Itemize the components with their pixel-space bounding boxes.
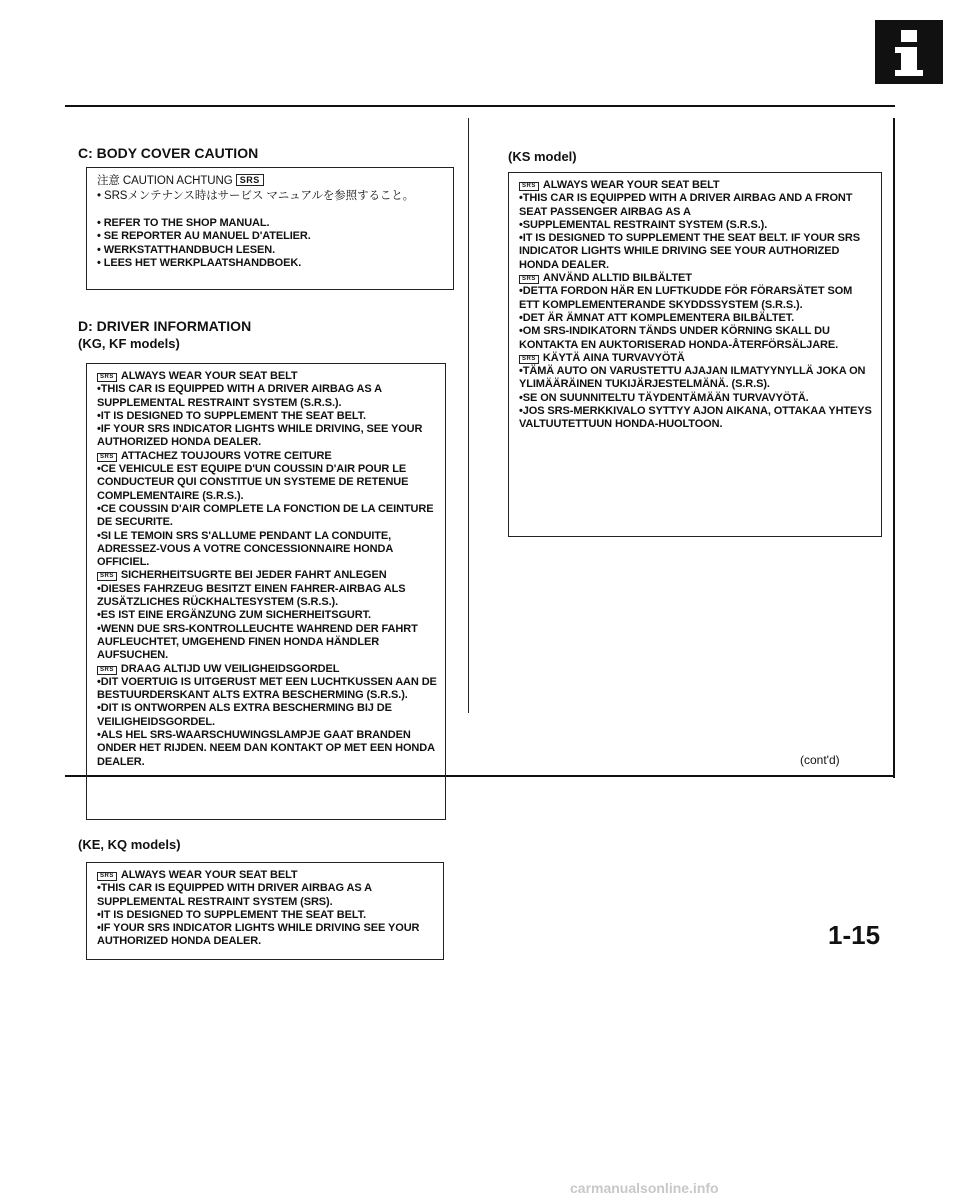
srs-badge: SRS [97,872,117,881]
srs-badge: SRS [236,174,264,186]
section-ke-title: (KE, KQ models) [78,837,181,852]
srs-badge: SRS [97,373,117,382]
caution-line: • REFER TO THE SHOP MANUAL. [97,217,270,229]
srs-badge: SRS [519,182,539,191]
srs-badge: SRS [97,666,117,675]
label-line: • DETTA FORDON HÄR EN LUFTKUDDE FÖR FÖRARSÄTET SOM ETT KOMPLEMENTERANDE SKYDDSSYSTEM (S.R.S.). [519,285,873,312]
label-line: • IT IS DESIGNED TO SUPPLEMENT THE SEAT BELT. [97,909,435,922]
label-line: • DIT IS ONTWORPEN ALS EXTRA BESCHERMING BIJ DE VEILIGHEIDSGORDEL. [97,702,437,729]
label-line: • CE VEHICULE EST EQUIPE D'UN COUSSIN D'AIR POUR LE CONDUCTEUR QUI CONSTITUE UN SYSTEME DE RETENUE COMPLEMENTAIRE (S.R.S.). [97,463,437,503]
top-rule [65,105,895,107]
label-line: • JOS SRS-MERKKIVALO SYTTYY AJON AIKANA, OTTAKAA YHTEYS VALTUUTETTUUN HONDA-HUOLTOON. [519,405,873,432]
srs-badge: SRS [97,572,117,581]
label-line: • THIS CAR IS EQUIPPED WITH DRIVER AIRBAG AS A SUPPLEMENTAL RESTRAINT SYSTEM (SRS). [97,882,435,909]
right-rule [893,118,895,778]
info-icon [875,20,943,84]
label-heading-fi: KÄYTÄ AINA TURVAVYÖTÄ [542,351,685,364]
label-line: • IF YOUR SRS INDICATOR LIGHTS WHILE DRIVING, SEE YOUR AUTHORIZED HONDA DEALER. [97,423,437,450]
column-divider [468,118,469,713]
caution-label-box [86,167,454,290]
caution-line: • WERKSTATTHANDBUCH LESEN. [97,243,276,256]
label-line: • IF YOUR SRS INDICATOR LIGHTS WHILE DRIVING SEE YOUR AUTHORIZED HONDA DEALER. [97,922,435,949]
label-line: • THIS CAR IS EQUIPPED WITH A DRIVER AIRBAG AND A FRONT SEAT PASSENGER AIRBAG AS A [519,192,873,219]
srs-badge: SRS [97,453,117,462]
section-d-title: D: DRIVER INFORMATION [78,318,252,334]
page-number: 1-15 [828,920,881,950]
caution-lead: 注意 CAUTION ACHTUNG [97,175,233,187]
section-ks-title: (KS model) [508,149,577,164]
ke-kq-label-box [86,862,444,960]
ks-label-box [508,172,882,537]
label-heading-de: SICHERHEITSUGRTE BEI JEDER FAHRT ANLEGEN [120,569,387,582]
label-heading-en: ALWAYS WEAR YOUR SEAT BELT [542,179,720,191]
label-heading-nl: DRAAG ALTIJD UW VEILIGHEIDSGORDEL [120,662,340,675]
watermark: carmanualsonline.info [570,1180,719,1196]
label-heading-en: ALWAYS WEAR YOUR SEAT BELT [120,869,298,881]
label-line: • CE COUSSIN D'AIR COMPLETE LA FONCTION DE LA CEINTURE DE SECURITE. [97,503,437,530]
label-line: • IT IS DESIGNED TO SUPPLEMENT THE SEAT BELT. [97,410,437,423]
label-line: • ALS HEL SRS-WAARSCHUWINGSLAMPJE GAAT BRANDEN ONDER HET RIJDEN. NEEM DAN KONTAKT OP MET EEN HONDA DEALER. [97,729,437,769]
jp-caution-line: • SRSメンテナンス時はサービス マニュアルを参照すること。 [97,190,415,202]
caution-line: • LEES HET WERKPLAATSHANDBOEK. [97,256,302,269]
label-line: • DIT VOERTUIG IS UITGERUST MET EEN LUCHTKUSSEN AAN DE BESTUURDERSKANT ALTS EXTRA BESCHERMING (S.R.S.). [97,676,437,703]
label-line: • ES IST EINE ERGÄNZUNG ZUM SICHERHEITSGURT. [97,609,437,622]
section-d-subtitle: (KG, KF models) [78,336,180,351]
label-line: • SE ON SUUNNITELTU TÄYDENTÄMÄÄN TURVAVYÖTÄ. [519,392,873,405]
srs-badge: SRS [519,355,539,364]
caution-line: • SE REPORTER AU MANUEL D'ATELIER. [97,230,311,243]
label-line: • IT IS DESIGNED TO SUPPLEMENT THE SEAT BELT. IF YOUR SRS INDICATOR LIGHTS WHILE DRIVING SEE YOUR AUTHORIZED HONDA DEALER. [519,232,873,272]
label-heading-sv: ANVÄND ALLTID BILBÄLTET [542,272,692,285]
label-line: • OM SRS-INDIKATORN TÄNDS UNDER KÖRNING SKALL DU KONTAKTA EN AUKTORISERAD HONDA-ÅTERFÖRSÄLJARE. [519,325,873,352]
continued-note: (cont'd) [800,753,840,767]
section-c-title: C: BODY COVER CAUTION [78,145,259,161]
kg-kf-label-box [86,363,446,820]
label-line: • TÄMÄ AUTO ON VARUSTETTU AJAJAN ILMATYYNYLLÄ JOKA ON YLIMÄÄRÄINEN TUKIJÄRJESTELMÄNÄ. (S.R.S). [519,365,873,392]
label-line: • WENN DUE SRS-KONTROLLEUCHTE WAHREND DER FAHRT AUFLEUCHTET, UMGEHEND FINEN HONDA HÄNDLER AUFSUCHEN. [97,623,437,663]
label-heading-fr: ATTACHEZ TOUJOURS VOTRE CEITURE [120,449,332,462]
label-heading-en: ALWAYS WEAR YOUR SEAT BELT [120,370,298,382]
label-line: • DIESES FAHRZEUG BESITZT EINEN FAHRER-AIRBAG ALS ZUSÄTZLICHES RÜCKHALTESYSTEM (S.R.S.). [97,583,437,610]
label-line: • SUPPLEMENTAL RESTRAINT SYSTEM (S.R.S.). [519,219,873,232]
label-line: • THIS CAR IS EQUIPPED WITH A DRIVER AIRBAG AS A SUPPLEMENTAL RESTRAINT SYSTEM (S.R.S.). [97,383,437,410]
label-line: • DET ÄR ÄMNAT ATT KOMPLEMENTERA BILBÄLTET. [519,312,873,325]
label-line: • SI LE TEMOIN SRS S'ALLUME PENDANT LA CONDUITE, ADRESSEZ-VOUS A VOTRE CONCESSIONNAIRE HONDA OFFICIEL. [97,530,437,570]
srs-badge: SRS [519,275,539,284]
